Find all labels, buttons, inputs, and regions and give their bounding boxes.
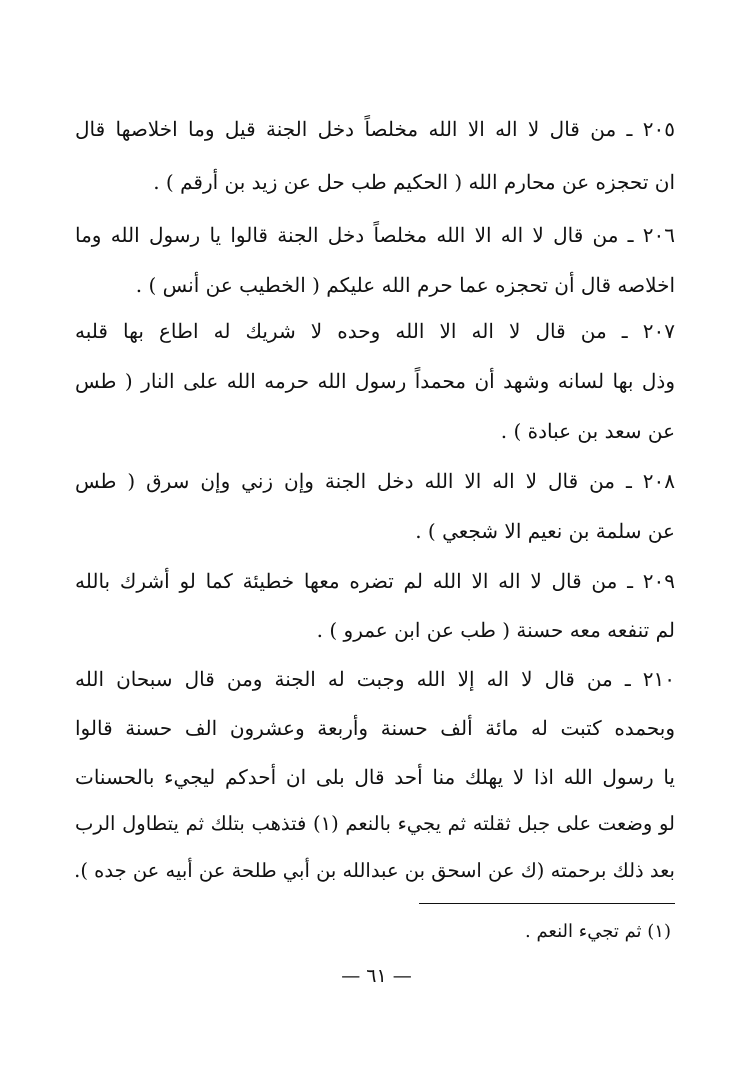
entry-210-line-2: وبحمده كتبت له مائة ألف حسنة وأربعة وعشرون الف حسنة قالوا bbox=[75, 716, 675, 740]
entry-210-line-5: بعد ذلك برحمته (ك عن اسحق بن عبدالله بن أبي طلحة عن أبيه عن جده ). bbox=[74, 859, 675, 882]
entry-210-line-1: ٢١٠ ـ من قال لا اله إلا الله وجبت له الجنة ومن قال سبحان الله bbox=[75, 667, 675, 691]
entry-209-line-1: ٢٠٩ ـ من قال لا اله الا الله لم تضره معها خطيئة كما لو أشرك بالله bbox=[75, 569, 675, 593]
footnote-divider bbox=[419, 903, 675, 904]
entry-209-line-2: لم تنفعه معه حسنة ( طب عن ابن عمرو ) . bbox=[316, 618, 675, 642]
entry-207-line-2: وذل بها لسانه وشهد أن محمداً رسول الله حرمه الله على النار ( طس bbox=[75, 369, 675, 393]
entry-206-line-1: ٢٠٦ ـ من قال لا اله الا الله مخلصاً دخل الجنة قالوا يا رسول الله وما bbox=[75, 223, 675, 247]
entry-208-line-1: ٢٠٨ ـ من قال لا اله الا الله دخل الجنة وإن زني وإن سرق ( طس bbox=[75, 469, 675, 493]
entry-206-line-2: اخلاصه قال أن تحجزه عما حرم الله عليكم ( الخطيب عن أنس ) . bbox=[135, 273, 675, 297]
entry-207-line-1: ٢٠٧ ـ من قال لا اله الا الله وحده لا شريك له اطاع بها قلبه bbox=[75, 319, 675, 343]
entry-210-line-3: يا رسول الله اذا لا يهلك منا أحد قال بلى ان أحدكم ليجيء بالحسنات bbox=[75, 765, 675, 789]
entry-205-line-1: ٢٠٥ ـ من قال لا اله الا الله مخلصاً دخل الجنة قيل وما اخلاصها قال bbox=[75, 117, 675, 141]
entry-208-line-2: عن سلمة بن نعيم الا شجعي ) . bbox=[415, 519, 675, 543]
entry-210-line-4: لو وضعت على جبل ثقلته ثم يجيء بالنعم (١) فتذهب بتلك ثم يتطاول الرب bbox=[75, 812, 675, 835]
entry-207-line-3: عن سعد بن عبادة ) . bbox=[500, 419, 675, 443]
entry-205-line-2: ان تحجزه عن محارم الله ( الحكيم طب حل عن زيد بن أرقم ) . bbox=[153, 170, 675, 194]
page-number: — ٦١ — bbox=[341, 965, 412, 987]
footnote: (١) ثم تجيء النعم . bbox=[525, 921, 671, 942]
